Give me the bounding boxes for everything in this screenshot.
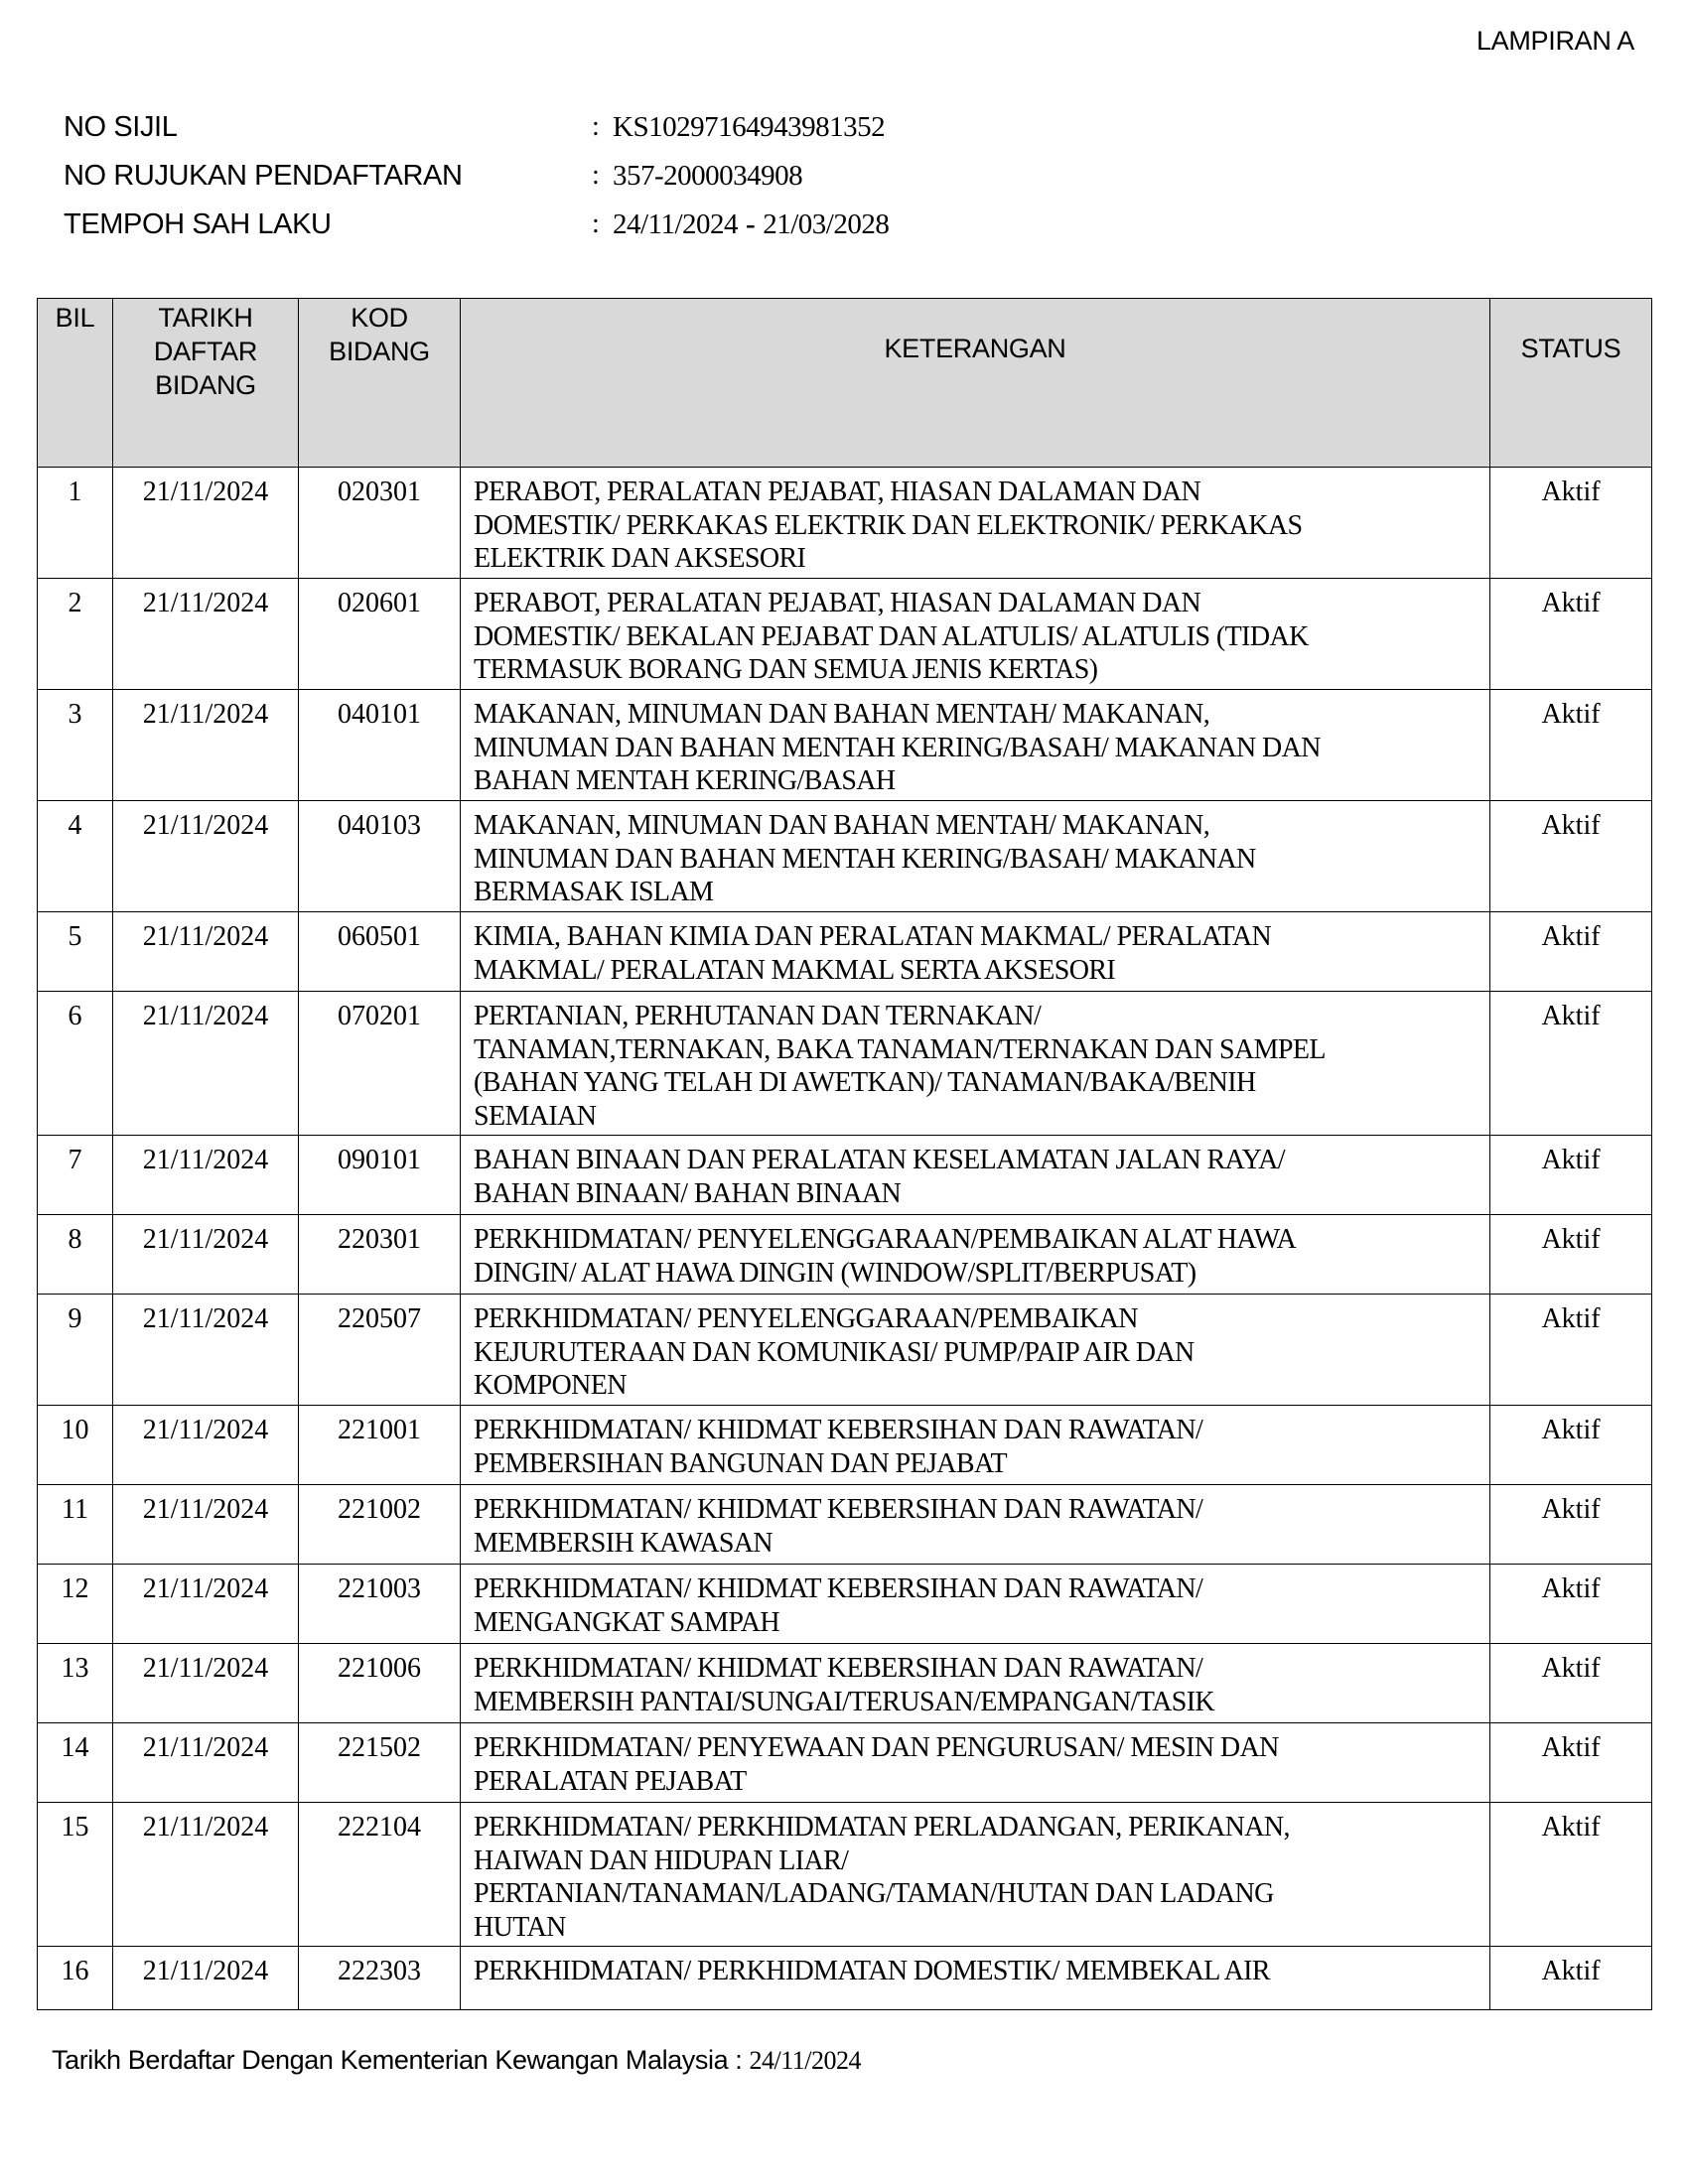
meta-colon: : xyxy=(592,111,600,142)
header-tarikh-daftar-bidang xyxy=(113,299,299,468)
cell-keterangan xyxy=(461,1485,1490,1565)
cell-keterangan xyxy=(461,1295,1490,1406)
meta-label: NO SIJIL xyxy=(64,111,178,143)
table-row xyxy=(38,1947,1652,2010)
cell-status: Aktif xyxy=(1490,1136,1652,1215)
table-row xyxy=(38,912,1652,992)
validity-period xyxy=(613,208,889,241)
cell-status: Aktif xyxy=(1490,1803,1652,1947)
table-row xyxy=(38,1803,1652,1947)
table-row xyxy=(38,1565,1652,1644)
cell-tarikh-daftar: 21/11/2024 xyxy=(113,468,299,579)
table-row xyxy=(38,579,1652,690)
footer-registration-date: 24/11/2024 xyxy=(749,2046,861,2075)
footer-label: Tarikh Berdaftar Dengan Kementerian Kewangan Malaysia : xyxy=(52,2045,750,2075)
cell-tarikh-daftar: 21/11/2024 xyxy=(113,1723,299,1803)
keterangan-line: DOMESTIK/ BEKALAN PEJABAT DAN ALATULIS/ ALATULIS (TIDAK xyxy=(474,620,1309,652)
keterangan-line: HAIWAN DAN HIDUPAN LIAR/ xyxy=(474,1844,849,1876)
header-keterangan xyxy=(461,299,1490,468)
keterangan-line: MENGANGKAT SAMPAH xyxy=(474,1606,779,1638)
table-row xyxy=(38,1295,1652,1406)
cell-status: Aktif xyxy=(1490,1947,1652,2010)
keterangan-line: MINUMAN DAN BAHAN MENTAH KERING/BASAH/ MAKANAN xyxy=(474,843,1256,875)
cell-status: Aktif xyxy=(1490,1215,1652,1295)
keterangan-line: BAHAN MENTAH KERING/BASAH xyxy=(474,765,896,797)
cell-status: Aktif xyxy=(1490,912,1652,992)
cell-status: Aktif xyxy=(1490,1644,1652,1723)
cell-keterangan xyxy=(461,1215,1490,1295)
table-row xyxy=(38,1406,1652,1485)
table-row xyxy=(38,690,1652,801)
keterangan-line: PERKHIDMATAN/ PERKHIDMATAN PERLADANGAN, PERIKANAN, xyxy=(474,1812,1290,1843)
cell-bil: 9 xyxy=(38,1295,113,1406)
keterangan-line: (BAHAN YANG TELAH DI AWETKAN)/ TANAMAN/BAKA/BENIH xyxy=(474,1067,1256,1099)
cell-bil: 12 xyxy=(38,1565,113,1644)
cell-bil: 11 xyxy=(38,1485,113,1565)
cell-keterangan xyxy=(461,1803,1490,1947)
keterangan-line: PERKHIDMATAN/ PENYEWAAN DAN PENGURUSAN/ MESIN DAN xyxy=(474,1732,1279,1763)
table-row xyxy=(38,1136,1652,1215)
cell-bil: 8 xyxy=(38,1215,113,1295)
meta-label: TEMPOH SAH LAKU xyxy=(64,208,332,240)
keterangan-line: MEMBERSIH PANTAI/SUNGAI/TERUSAN/EMPANGAN/TASIK xyxy=(474,1686,1215,1717)
cell-bil: 7 xyxy=(38,1136,113,1215)
validity-start-date: 24/11/2024 xyxy=(613,208,739,240)
cell-status: Aktif xyxy=(1490,1485,1652,1565)
cell-tarikh-daftar: 21/11/2024 xyxy=(113,1565,299,1644)
keterangan-line: MAKANAN, MINUMAN DAN BAHAN MENTAH/ MAKANAN, xyxy=(474,699,1210,730)
keterangan-line: KIMIA, BAHAN KIMIA DAN PERALATAN MAKMAL/ PERALATAN xyxy=(474,921,1272,952)
registration-reference: 357-2000034908 xyxy=(613,160,803,192)
header-line: BIDANG xyxy=(329,337,430,366)
validity-end-date: 21/03/2028 xyxy=(763,208,890,240)
table-row xyxy=(38,1723,1652,1803)
header-line: KOD xyxy=(351,303,408,333)
cell-keterangan xyxy=(461,912,1490,992)
cell-kod-bidang: 222303 xyxy=(299,1947,461,2010)
keterangan-line: PERKHIDMATAN/ KHIDMAT KEBERSIHAN DAN RAWATAN/ xyxy=(474,1653,1203,1684)
keterangan-line: DINGIN/ ALAT HAWA DINGIN (WINDOW/SPLIT/BERPUSAT) xyxy=(474,1257,1196,1289)
cell-kod-bidang: 090101 xyxy=(299,1136,461,1215)
cell-kod-bidang: 221003 xyxy=(299,1565,461,1644)
cell-tarikh-daftar: 21/11/2024 xyxy=(113,579,299,690)
cell-keterangan xyxy=(461,801,1490,912)
keterangan-line: PEMBERSIHAN BANGUNAN DAN PEJABAT xyxy=(474,1447,1007,1479)
keterangan-line: KEJURUTERAAN DAN KOMUNIKASI/ PUMP/PAIP AIR DAN xyxy=(474,1336,1195,1368)
header-line: KETERANGAN xyxy=(884,334,1066,363)
keterangan-line: MAKANAN, MINUMAN DAN BAHAN MENTAH/ MAKANAN, xyxy=(474,810,1210,841)
cell-tarikh-daftar: 21/11/2024 xyxy=(113,912,299,992)
header-line: DAFTAR xyxy=(153,337,258,366)
keterangan-line: BERMASAK ISLAM xyxy=(474,877,714,908)
keterangan-line: BAHAN BINAAN/ BAHAN BINAAN xyxy=(474,1177,902,1209)
cell-bil: 13 xyxy=(38,1644,113,1723)
cell-kod-bidang: 060501 xyxy=(299,912,461,992)
header-line: BIL xyxy=(55,303,95,333)
keterangan-line: PERKHIDMATAN/ PENYELENGGARAAN/PEMBAIKAN ALAT HAWA xyxy=(474,1224,1297,1255)
cell-tarikh-daftar: 21/11/2024 xyxy=(113,1803,299,1947)
cell-bil: 10 xyxy=(38,1406,113,1485)
cell-status: Aktif xyxy=(1490,1723,1652,1803)
cell-bil: 16 xyxy=(38,1947,113,2010)
annex-label: LAMPIRAN A xyxy=(1476,26,1634,56)
keterangan-line: TANAMAN,TERNAKAN, BAKA TANAMAN/TERNAKAN DAN SAMPEL xyxy=(474,1033,1326,1065)
cell-bil: 15 xyxy=(38,1803,113,1947)
keterangan-line: HUTAN xyxy=(474,1911,566,1943)
keterangan-line: PERKHIDMATAN/ KHIDMAT KEBERSIHAN DAN RAWATAN/ xyxy=(474,1494,1203,1525)
cell-kod-bidang: 221001 xyxy=(299,1406,461,1485)
table-row xyxy=(38,1644,1652,1723)
header-line: TARIKH xyxy=(158,303,253,333)
cell-kod-bidang: 221502 xyxy=(299,1723,461,1803)
cell-kod-bidang: 222104 xyxy=(299,1803,461,1947)
cell-status: Aktif xyxy=(1490,690,1652,801)
cell-kod-bidang: 220507 xyxy=(299,1295,461,1406)
cell-tarikh-daftar: 21/11/2024 xyxy=(113,1295,299,1406)
cell-tarikh-daftar: 21/11/2024 xyxy=(113,992,299,1136)
table-row xyxy=(38,1485,1652,1565)
cell-kod-bidang: 040101 xyxy=(299,690,461,801)
cell-bil: 2 xyxy=(38,579,113,690)
keterangan-line: PERTANIAN, PERHUTANAN DAN TERNAKAN/ xyxy=(474,1001,1042,1031)
header-kod-bidang xyxy=(299,299,461,468)
cell-bil: 3 xyxy=(38,690,113,801)
cell-kod-bidang: 221002 xyxy=(299,1485,461,1565)
registered-fields-table xyxy=(37,298,1652,2010)
keterangan-line: TERMASUK BORANG DAN SEMUA JENIS KERTAS) xyxy=(474,654,1098,686)
cell-kod-bidang: 040103 xyxy=(299,801,461,912)
cell-tarikh-daftar: 21/11/2024 xyxy=(113,801,299,912)
date-range-separator: - xyxy=(746,208,756,240)
keterangan-line: MEMBERSIH KAWASAN xyxy=(474,1527,774,1559)
keterangan-line: BAHAN BINAAN DAN PERALATAN KESELAMATAN JALAN RAYA/ xyxy=(474,1145,1285,1175)
keterangan-line: DOMESTIK/ PERKAKAS ELEKTRIK DAN ELEKTRONIK/ PERKAKAS xyxy=(474,509,1303,541)
cell-tarikh-daftar: 21/11/2024 xyxy=(113,1644,299,1723)
keterangan-line: ELEKTRIK DAN AKSESORI xyxy=(474,543,806,575)
table-header-row xyxy=(38,299,1652,468)
cell-tarikh-daftar: 21/11/2024 xyxy=(113,1947,299,2010)
cell-status: Aktif xyxy=(1490,468,1652,579)
cell-status: Aktif xyxy=(1490,801,1652,912)
cell-status: Aktif xyxy=(1490,579,1652,690)
cell-status: Aktif xyxy=(1490,1565,1652,1644)
cell-tarikh-daftar: 21/11/2024 xyxy=(113,690,299,801)
keterangan-line: KOMPONEN xyxy=(474,1370,627,1402)
cell-keterangan xyxy=(461,1406,1490,1485)
table-row xyxy=(38,468,1652,579)
cell-kod-bidang: 221006 xyxy=(299,1644,461,1723)
cell-kod-bidang: 020601 xyxy=(299,579,461,690)
cell-keterangan xyxy=(461,579,1490,690)
meta-row-registration-ref xyxy=(64,160,1156,200)
cell-bil: 5 xyxy=(38,912,113,992)
meta-row-validity-period xyxy=(64,208,1156,248)
meta-label: NO RUJUKAN PENDAFTARAN xyxy=(64,160,463,192)
table-row xyxy=(38,1215,1652,1295)
cell-bil: 1 xyxy=(38,468,113,579)
cell-keterangan xyxy=(461,468,1490,579)
cell-bil: 4 xyxy=(38,801,113,912)
cell-keterangan xyxy=(461,1136,1490,1215)
keterangan-line: SEMAIAN xyxy=(474,1100,597,1132)
cell-keterangan xyxy=(461,1723,1490,1803)
cell-keterangan xyxy=(461,1644,1490,1723)
keterangan-line: MINUMAN DAN BAHAN MENTAH KERING/BASAH/ MAKANAN DAN xyxy=(474,732,1321,763)
cell-status: Aktif xyxy=(1490,1295,1652,1406)
cell-tarikh-daftar: 21/11/2024 xyxy=(113,1485,299,1565)
header-line: STATUS xyxy=(1520,334,1621,363)
cell-keterangan xyxy=(461,690,1490,801)
keterangan-line: PERALATAN PEJABAT xyxy=(474,1765,747,1797)
certificate-number: KS10297164943981352 xyxy=(613,111,886,143)
keterangan-line: PERKHIDMATAN/ KHIDMAT KEBERSIHAN DAN RAWATAN/ xyxy=(474,1573,1203,1604)
cell-keterangan xyxy=(461,1947,1490,2010)
keterangan-line: MAKMAL/ PERALATAN MAKMAL SERTA AKSESORI xyxy=(474,954,1116,986)
meta-row-certificate-no xyxy=(64,111,1156,151)
meta-colon: : xyxy=(592,160,600,191)
cell-bil: 6 xyxy=(38,992,113,1136)
registration-footer xyxy=(52,2045,861,2076)
cell-tarikh-daftar: 21/11/2024 xyxy=(113,1215,299,1295)
keterangan-line: PERKHIDMATAN/ PENYELENGGARAAN/PEMBAIKAN xyxy=(474,1303,1138,1334)
table-row xyxy=(38,992,1652,1136)
keterangan-line: PERABOT, PERALATAN PEJABAT, HIASAN DALAMAN DAN xyxy=(474,588,1201,618)
keterangan-line: PERKHIDMATAN/ KHIDMAT KEBERSIHAN DAN RAWATAN/ xyxy=(474,1415,1203,1445)
meta-colon: : xyxy=(592,208,600,239)
table-row xyxy=(38,801,1652,912)
header-bil xyxy=(38,299,113,468)
header-status xyxy=(1490,299,1652,468)
keterangan-line: PERABOT, PERALATAN PEJABAT, HIASAN DALAMAN DAN xyxy=(474,477,1201,507)
keterangan-line: PERTANIAN/TANAMAN/LADANG/TAMAN/HUTAN DAN LADANG xyxy=(474,1878,1274,1910)
cell-kod-bidang: 220301 xyxy=(299,1215,461,1295)
cell-tarikh-daftar: 21/11/2024 xyxy=(113,1406,299,1485)
cell-bil: 14 xyxy=(38,1723,113,1803)
cell-kod-bidang: 070201 xyxy=(299,992,461,1136)
cell-status: Aktif xyxy=(1490,992,1652,1136)
cell-keterangan xyxy=(461,1565,1490,1644)
cell-status: Aktif xyxy=(1490,1406,1652,1485)
header-line: BIDANG xyxy=(155,370,256,400)
cell-keterangan xyxy=(461,992,1490,1136)
cell-tarikh-daftar: 21/11/2024 xyxy=(113,1136,299,1215)
cell-kod-bidang: 020301 xyxy=(299,468,461,579)
keterangan-line: PERKHIDMATAN/ PERKHIDMATAN DOMESTIK/ MEMBEKAL AIR xyxy=(474,1956,1270,1986)
